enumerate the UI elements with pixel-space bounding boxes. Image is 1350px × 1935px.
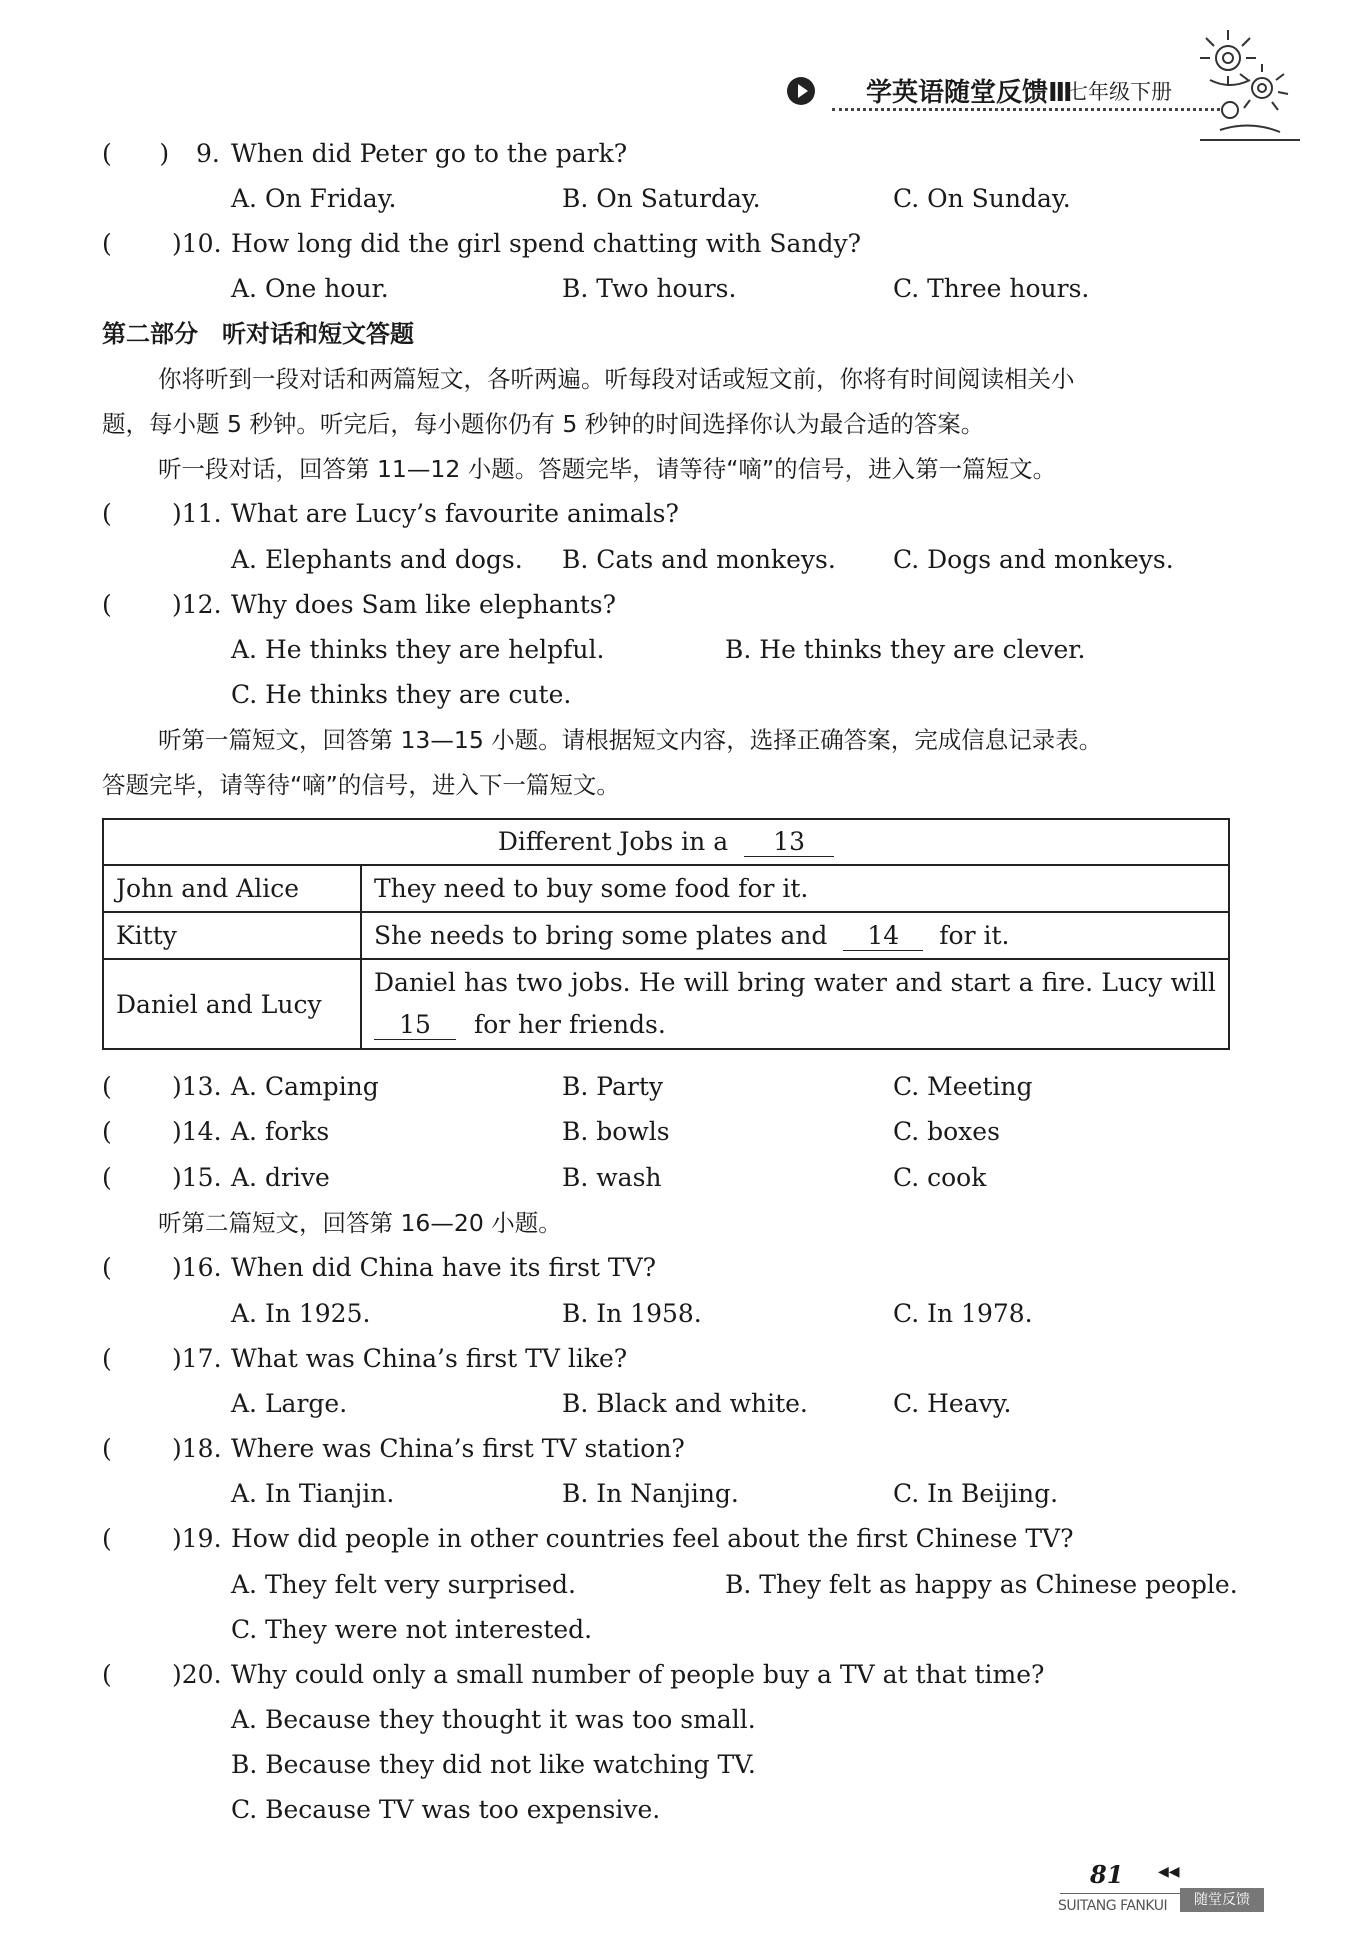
option-a: A. On Friday. — [231, 184, 397, 213]
question-18-options — [0, 1474, 1350, 1514]
question-number: )14. — [172, 1117, 222, 1146]
option-a: A. Large. — [231, 1389, 348, 1418]
question-9 — [0, 134, 1350, 174]
question-number: )19. — [172, 1524, 222, 1553]
word: Lucy — [1101, 968, 1163, 997]
passage-1-instructions-line-2: 答题完毕，请等待“嘀”的信号，进入下一篇短文。 — [102, 771, 620, 799]
question-17 — [0, 1339, 1350, 1379]
row-name: Kitty — [103, 912, 361, 959]
word: fire. — [1041, 968, 1094, 997]
option-a: A. Elephants and dogs. — [231, 545, 523, 574]
question-text: When did China have its first TV? — [231, 1253, 657, 1282]
instructions-line-1: 你将听到一段对话和两篇短文，各听两遍。听每段对话或短文前，你将有时间阅读相关小 — [158, 365, 1075, 393]
question-11-options — [0, 540, 1350, 580]
question-16-options — [0, 1294, 1350, 1334]
question-13 — [0, 1067, 1350, 1107]
flower-decoration-icon — [1190, 20, 1310, 150]
option-b: B. Party — [562, 1072, 663, 1101]
row-text: They need to buy some food for it. — [361, 865, 1229, 912]
answer-bracket[interactable]: ( — [102, 1434, 112, 1463]
header-dotted-rule — [832, 108, 1220, 111]
play-icon — [787, 77, 815, 105]
table-row — [103, 865, 1229, 912]
answer-bracket[interactable]: ( — [102, 1524, 112, 1553]
book-title: 学英语随堂反馈Ⅲ — [866, 78, 1073, 108]
option-c: C. In Beijing. — [893, 1479, 1059, 1508]
question-10 — [0, 224, 1350, 264]
option-b: B. Cats and monkeys. — [562, 545, 836, 574]
option-a: A. Camping — [231, 1072, 379, 1101]
table-row — [103, 959, 1229, 1049]
dialogue-instructions: 听一段对话，回答第 11—12 小题。答题完毕，请等待“嘀”的信号，进入第一篇短文。 — [158, 455, 1057, 483]
option-a: A. forks — [231, 1117, 330, 1146]
option-b: B. He thinks they are clever. — [725, 635, 1086, 664]
question-19 — [0, 1519, 1350, 1559]
answer-bracket[interactable]: ( — [102, 1117, 112, 1146]
question-text: Where was China’s first TV station? — [231, 1434, 685, 1463]
question-number: )13. — [172, 1072, 222, 1101]
option-c: C. boxes — [893, 1117, 1000, 1146]
question-17-options — [0, 1384, 1350, 1424]
row-text-line-2 — [374, 1004, 1216, 1046]
answer-bracket[interactable]: ( — [102, 499, 112, 528]
double-arrow-left-icon: ◀◀ — [1158, 1864, 1180, 1880]
option-c: C. In 1978. — [893, 1299, 1033, 1328]
question-text: Why does Sam like elephants? — [231, 590, 617, 619]
question-19-options — [0, 1565, 1350, 1605]
table-caption — [103, 819, 1229, 865]
option-b: B. Two hours. — [562, 274, 737, 303]
word: start — [950, 968, 1011, 997]
question-text: How long did the girl spend chatting with Sandy? — [231, 229, 862, 258]
row-text — [361, 912, 1229, 959]
option-c: C. On Sunday. — [893, 184, 1071, 213]
option-c: C. Three hours. — [893, 274, 1090, 303]
question-text: What are Lucy’s favourite animals? — [231, 499, 679, 528]
word: bring — [737, 968, 806, 997]
passage-1-instructions-line-1: 听第一篇短文，回答第 13—15 小题。请根据短文内容，选择正确答案，完成信息记录表。 — [158, 726, 1103, 754]
word: Daniel — [374, 968, 456, 997]
word: will — [683, 968, 730, 997]
question-16 — [0, 1248, 1350, 1288]
option-c: C. cook — [893, 1163, 987, 1192]
question-number: )18. — [172, 1434, 222, 1463]
option-c: C. He thinks they are cute. — [231, 680, 572, 709]
word: will — [1170, 968, 1216, 997]
answer-bracket[interactable]: ( — [102, 1072, 112, 1101]
question-number: )20. — [172, 1660, 222, 1689]
row-name: Daniel and Lucy — [103, 959, 361, 1049]
question-12-options — [0, 630, 1350, 670]
question-18 — [0, 1429, 1350, 1469]
question-11 — [0, 494, 1350, 534]
question-14 — [0, 1112, 1350, 1152]
question-number: 9. — [196, 139, 220, 168]
option-a: A. One hour. — [231, 274, 389, 303]
answer-bracket[interactable]: ( — [102, 1253, 112, 1282]
option-c: C. They were not interested. — [231, 1615, 593, 1644]
question-text: When did Peter go to the park? — [231, 139, 628, 168]
row-name: John and Alice — [103, 865, 361, 912]
question-number: )10. — [172, 229, 222, 258]
section-title: 第二部分 听对话和短文答题 — [102, 320, 414, 348]
blank-13[interactable]: 13 — [744, 828, 834, 857]
question-10-options — [0, 269, 1350, 309]
option-c: C. Dogs and monkeys. — [893, 545, 1174, 574]
question-number: )15. — [172, 1163, 222, 1192]
word: jobs. — [571, 968, 631, 997]
question-20 — [0, 1655, 1350, 1695]
option-a: A. In Tianjin. — [231, 1479, 395, 1508]
answer-bracket[interactable]: ( — [102, 1344, 112, 1373]
answer-bracket[interactable]: ( — [102, 229, 112, 258]
footer-brand-badge: 随堂反馈 — [1180, 1888, 1264, 1912]
question-20-option-b-row — [0, 1745, 1350, 1785]
passage-2-instructions: 听第二篇短文，回答第 16—20 小题。 — [158, 1209, 562, 1237]
question-number: )17. — [172, 1344, 222, 1373]
question-number: )11. — [172, 499, 222, 528]
question-number: )16. — [172, 1253, 222, 1282]
option-b: B. Black and white. — [562, 1389, 808, 1418]
option-c: C. Heavy. — [893, 1389, 1012, 1418]
word: He — [638, 968, 676, 997]
book-grade: 七年级下册 — [1067, 80, 1172, 104]
word: water — [813, 968, 887, 997]
question-19-option-c-row — [0, 1610, 1350, 1650]
option-c: C. Meeting — [893, 1072, 1033, 1101]
question-text: Why could only a small number of people buy a TV at that time? — [231, 1660, 1045, 1689]
option-b: B. wash — [562, 1163, 662, 1192]
word: has — [464, 968, 508, 997]
option-a: A. In 1925. — [231, 1299, 371, 1328]
option-b: B. Because they did not like watching TV. — [231, 1750, 756, 1779]
word: and — [895, 968, 943, 997]
question-number: )12. — [172, 590, 222, 619]
answer-bracket[interactable]: ( — [102, 1660, 112, 1689]
question-20-option-a-row — [0, 1700, 1350, 1740]
blank-15[interactable]: 15 — [374, 1011, 456, 1040]
question-12-option-c-row — [0, 675, 1350, 715]
question-9-options — [0, 179, 1350, 219]
option-a: A. He thinks they are helpful. — [231, 635, 605, 664]
row-text-post: for her friends. — [473, 1010, 666, 1039]
option-a: A. drive — [231, 1163, 330, 1192]
row-text-line-1 — [374, 962, 1216, 1004]
instructions-line-2: 题，每小题 5 秒钟。听完后，每小题你仍有 5 秒钟的时间选择你认为最合适的答案。 — [102, 410, 985, 438]
option-b: B. On Saturday. — [562, 184, 761, 213]
answer-bracket[interactable]: ( ) — [102, 139, 170, 168]
question-text: What was China’s first TV like? — [231, 1344, 628, 1373]
row-text — [361, 959, 1229, 1049]
row-text-pre: She needs to bring some plates and — [374, 920, 828, 950]
option-a: A. They felt very surprised. — [231, 1570, 576, 1599]
option-a: A. Because they thought it was too small. — [231, 1705, 756, 1734]
option-c: C. Because TV was too expensive. — [231, 1795, 661, 1824]
answer-bracket[interactable]: ( — [102, 1163, 112, 1192]
answer-bracket[interactable]: ( — [102, 590, 112, 619]
word: a — [1018, 968, 1034, 997]
caption-text: Different Jobs in a — [497, 827, 729, 856]
option-b: B. In 1958. — [562, 1299, 702, 1328]
question-text: How did people in other countries feel about the first Chinese TV? — [231, 1524, 1074, 1553]
info-record-table — [102, 818, 1230, 1050]
footer-brand-en: SUITANG FANKUI — [1058, 1898, 1168, 1914]
option-b: B. bowls — [562, 1117, 670, 1146]
option-b: B. They felt as happy as Chinese people. — [725, 1570, 1238, 1599]
question-12 — [0, 585, 1350, 625]
table-row — [103, 912, 1229, 959]
question-15 — [0, 1158, 1350, 1198]
row-text-post: for it. — [939, 920, 1010, 950]
option-b: B. In Nanjing. — [562, 1479, 739, 1508]
word: two — [516, 968, 563, 997]
blank-14[interactable]: 14 — [843, 922, 923, 951]
footer-rule — [1060, 1893, 1180, 1894]
page-number: 81 — [1090, 1860, 1124, 1889]
question-20-option-c-row — [0, 1790, 1350, 1830]
